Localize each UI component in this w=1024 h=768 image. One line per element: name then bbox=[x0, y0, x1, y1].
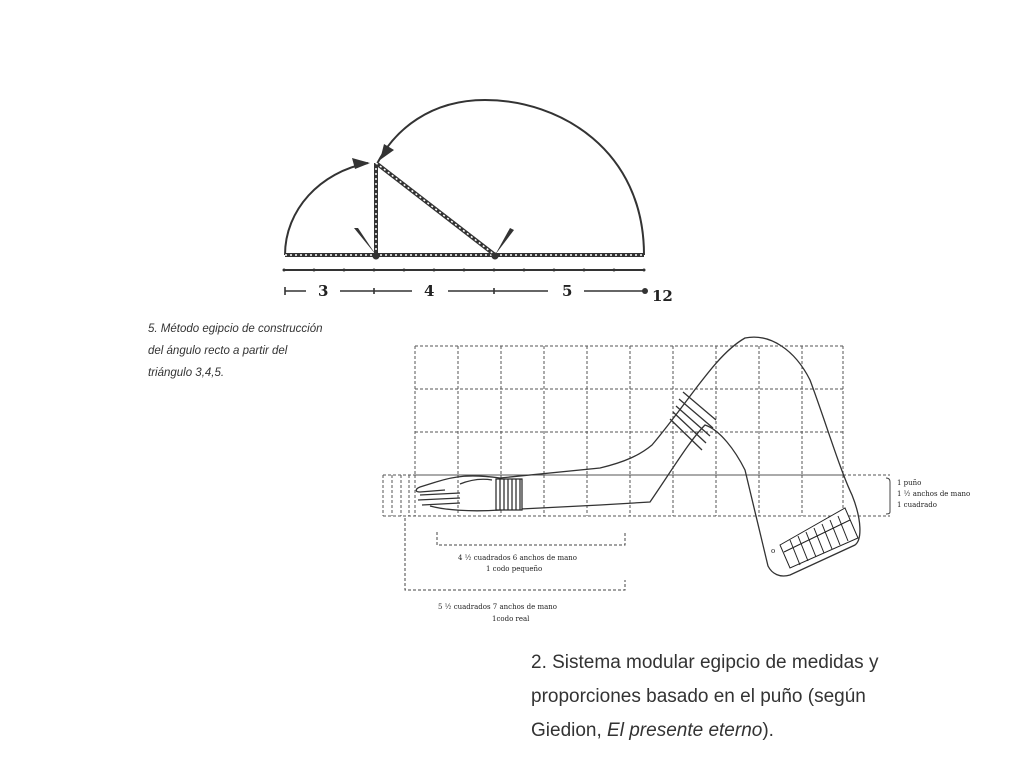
stake-left bbox=[354, 228, 376, 255]
figure2-caption-line2: proporciones basado en el puño (según bbox=[531, 686, 866, 707]
figure5-caption-line3: triángulo 3,4,5. bbox=[148, 367, 225, 379]
stake-right bbox=[495, 228, 514, 255]
modular-grid bbox=[383, 346, 890, 516]
caption-close: ). bbox=[762, 720, 774, 741]
arrow-head-right bbox=[380, 144, 394, 160]
arrow-head-left bbox=[352, 158, 370, 169]
figure5-diagram bbox=[283, 100, 673, 305]
figure5-caption bbox=[148, 318, 378, 384]
figure5-caption-line2: del ángulo recto a partir del bbox=[148, 345, 288, 357]
figure2-caption-line3 bbox=[531, 714, 1011, 748]
brace-inner-line2: 1 codo pequeño bbox=[486, 565, 543, 573]
figure2-caption-line1: 2. Sistema modular egipcio de medidas y bbox=[531, 652, 879, 673]
brace-inner bbox=[437, 532, 625, 545]
label-12: 12 bbox=[652, 287, 673, 305]
elbow-mark: o bbox=[771, 547, 776, 555]
figure2-diagram bbox=[383, 337, 970, 623]
small-arc bbox=[285, 163, 368, 255]
dimension-line bbox=[285, 287, 644, 295]
brace-inner-line1: 4 ½ cuadrados 6 anchos de mano bbox=[458, 554, 578, 562]
label-cuadrado: 1 cuadrado bbox=[897, 501, 937, 509]
caption-book-title: El presente eterno bbox=[601, 720, 763, 741]
label-5: 5 bbox=[562, 282, 573, 300]
label-puno: 1 puño bbox=[897, 479, 922, 487]
label-3: 3 bbox=[318, 282, 329, 300]
label-4: 4 bbox=[424, 282, 435, 300]
caption-author: Giedion, bbox=[531, 720, 602, 741]
elbow-block bbox=[780, 508, 858, 568]
brace-outer-line2: 1codo real bbox=[492, 615, 530, 623]
figure2-caption bbox=[531, 646, 1011, 748]
figure5-caption-line1: 5. Método egipcio de construcción bbox=[148, 323, 323, 335]
side-bracket bbox=[886, 478, 890, 514]
brace-outer-line1: 5 ½ cuadrados 7 anchos de mano bbox=[438, 603, 558, 611]
wrist-bracelet bbox=[496, 479, 522, 510]
label-anchos-mano: 1 ½ anchos de mano bbox=[897, 490, 971, 498]
armlet bbox=[670, 392, 716, 450]
